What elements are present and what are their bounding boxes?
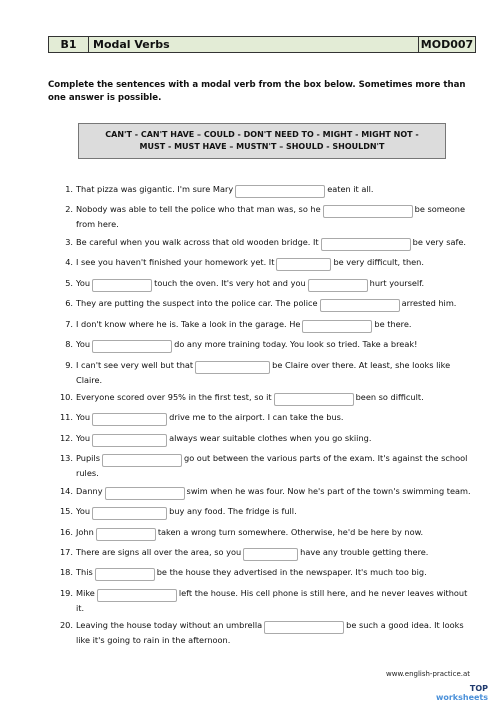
list-item: 19. Mike left the house. His cell phone is still here, and he never leaves without it.	[59, 587, 468, 613]
answer-field-2[interactable]	[323, 205, 413, 218]
list-item: 7. I don't know where he is. Take a look in the garage. He be there.	[56, 318, 474, 333]
answer-field-20[interactable]	[264, 621, 344, 634]
answer-field-10[interactable]	[274, 393, 354, 406]
list-item: 1. That pizza was gigantic. I'm sure Mary eaten it all.	[56, 183, 474, 198]
answer-field-5a[interactable]	[92, 279, 152, 292]
answer-field-19[interactable]	[97, 589, 177, 602]
list-item: 4. I see you haven't finished your homework yet. It be very difficult, then.	[56, 256, 474, 271]
brand-logo	[436, 684, 488, 702]
list-item: 14. Danny swim when he was four. Now he's part of the town's swimming team.	[56, 485, 474, 500]
exercise-list	[56, 183, 474, 652]
answer-field-15[interactable]	[92, 507, 167, 520]
title-cell: Modal Verbs	[89, 37, 419, 52]
instructions: Complete the sentences with a modal verb from the box below. Sometimes more than one answer is possible.	[48, 80, 466, 103]
answer-field-13[interactable]	[102, 454, 182, 467]
answer-field-8[interactable]	[92, 340, 172, 353]
list-item: 8. You do any more training today. You look so tried. Take a break!	[56, 338, 474, 353]
code-cell: MOD007	[420, 38, 474, 51]
answer-field-16[interactable]	[96, 528, 156, 541]
list-item: 11. You drive me to the airport. I can take the bus.	[56, 411, 474, 426]
answer-field-17[interactable]	[243, 548, 298, 561]
list-item: 3. Be careful when you walk across that old wooden bridge. It be very safe.	[56, 236, 474, 251]
level-cell: B1	[49, 37, 89, 52]
list-item: 2. Nobody was able to tell the police who that man was, so he be someone from here.	[65, 204, 466, 230]
list-item: 16. John taken a wrong turn somewhere. Otherwise, he'd be here by now.	[56, 526, 474, 541]
answer-field-1[interactable]	[235, 185, 325, 198]
list-item: 6. They are putting the suspect into the police car. The police arrested him.	[56, 297, 474, 312]
list-item: 15. You buy any food. The fridge is full.	[56, 505, 474, 520]
footer-url: www.english-practice.at	[386, 670, 471, 678]
list-item: 18. This be the house they advertised in the newspaper. It's much too big.	[56, 566, 474, 581]
brand-top: TOP	[469, 684, 488, 693]
answer-field-9[interactable]	[195, 361, 270, 374]
list-item: 5. You touch the oven. It's very hot and you hurt yourself.	[56, 277, 474, 292]
answer-field-3[interactable]	[321, 238, 411, 251]
answer-field-14[interactable]	[105, 487, 185, 500]
list-item: 12. You always wear suitable clothes when you go skiing.	[56, 432, 474, 447]
answer-field-7[interactable]	[302, 320, 372, 333]
answer-field-6[interactable]	[320, 299, 400, 312]
list-item: 10. Everyone scored over 95% in the first test, so it been so difficult.	[56, 391, 474, 406]
brand-bottom: worksheets	[435, 693, 488, 702]
answer-field-12[interactable]	[92, 434, 167, 447]
list-item: 20. Leaving the house today without an umbrella be such a good idea. It looks like it's going to rain in the afternoon.	[59, 620, 464, 646]
answer-field-5b[interactable]	[308, 279, 368, 292]
worksheet-header	[48, 36, 476, 53]
list-item: 17. There are signs all over the area, so you have any trouble getting there.	[56, 546, 474, 561]
answer-field-11[interactable]	[92, 413, 167, 426]
word-box: CAN'T - CAN'T HAVE – COULD - DON'T NEED TO - MIGHT - MIGHT NOT - MUST - MUST HAVE – MUSTN'T – SHOULD - SHOULDN'T	[78, 123, 446, 159]
list-item: 13. Pupils go out between the various parts of the exam. It's against the school rules.	[59, 453, 468, 479]
answer-field-18[interactable]	[95, 568, 155, 581]
list-item: 9. I can't see very well but that be Claire over there. At least, she looks like Claire.	[65, 359, 451, 385]
answer-field-4[interactable]	[276, 258, 331, 271]
